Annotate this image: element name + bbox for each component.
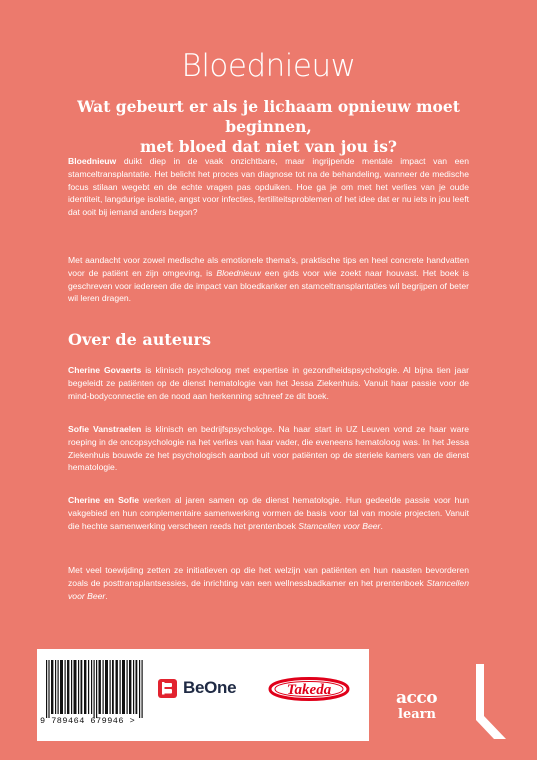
authors-together-names: Cherine en Sofie (68, 495, 140, 505)
publisher-logo-learn: learn (398, 707, 436, 722)
intro-title-bold: Bloednieuw (68, 156, 117, 166)
beone-logo-text: BeOne (183, 678, 237, 697)
author-1-name: Cherine Govaerts (68, 365, 142, 375)
authors-heading: Over de auteurs (68, 330, 211, 349)
author-1-bio: Cherine Govaerts is klinisch psycholoog met expertise in gezondheidspsychologie. Al bijna tien jaar begeleidt ze patiënten op de dienst hematologie van het Jessa Ziekenhuis. Vanuit haar passie voor de mind-bodyconnectie en de nood aan herkenning schreef ze dit boek. (68, 365, 469, 401)
subtitle-line-2: met bloed dat niet van jou is? (139, 137, 397, 156)
barcode (46, 660, 146, 718)
book-title: Bloednieuw (181, 48, 356, 84)
beone-logo (157, 677, 236, 699)
intro-paragraph-2: Met aandacht voor zowel medische als emotionele thema's, praktische tips en heel concrete handvatten voor de patiënt en zijn omgeving, is Bloednieuw een gids voor wie zoekt naar houvast. Het boek is geschreven voor iedereen die de impact van bloedkanker en stamceltransplantaties wil begrijpen of beter wil leren dragen. (68, 255, 469, 304)
acco-learn-logo-mark (466, 664, 506, 739)
authors-initiatives-paragraph: Met veel toewijding zetten ze initiatieven op die het welzijn van patiënten en hun naasten bevorderen zoals de posttransplantsessies, de inrichting van een wellnessbadkamer en het prentenboek Stamcellen voor Beer. (68, 565, 469, 601)
beone-logo-icon (157, 678, 178, 699)
intro-paragraph-1: Bloednieuw duikt diep in de vaak onzichtbare, maar ingrijpende mentale impact van een stamceltransplantatie. Het belicht het proces van diagnose tot na de behandeling, wanneer de medische focus stilaan wegebt en de echte vragen pas opduiken. Hoe ga je om met het verlies van je oude identiteit, langdurige isolatie, angst voor infecties, fertiliteitsproblemen of het idee dat er nu iets in jou leeft dat ooit bij iemand anders begon? (68, 156, 469, 218)
subtitle-line-1: Wat gebeurt er als je lichaam opnieuw moet beginnen, (77, 97, 460, 136)
publisher-logo-acco: acco (396, 688, 438, 708)
takeda-logo (266, 671, 352, 707)
authors-together-paragraph: Cherine en Sofie werken al jaren samen op de dienst hematologie. Hun gedeelde passie voor hun vakgebied en hun complementaire samenwerking vormen de basis voor tal van mooie projecten. Vanuit die hechte samenwerking verscheen reeds het prentenboek Stamcellen voor Beer. (68, 495, 470, 531)
author-2-name: Sofie Vanstraelen (68, 424, 142, 434)
takeda-logo-text: Takeda (286, 682, 332, 698)
book-subtitle (40, 97, 497, 157)
author-2-bio: Sofie Vanstraelen is klinisch en bedrijfspsychologe. Na haar start in UZ Leuven vond ze haar ware roeping in de oncopsychologie na het verlies van haar vader, die eveneens hematoloog was. In het Jessa Ziekenhuis bouwde ze het psychologisch aanbod uit voor patiënten op de steriele kamers van de dienst hematologie. (68, 424, 469, 473)
isbn-number: 9 789464 679946 > (40, 716, 136, 726)
